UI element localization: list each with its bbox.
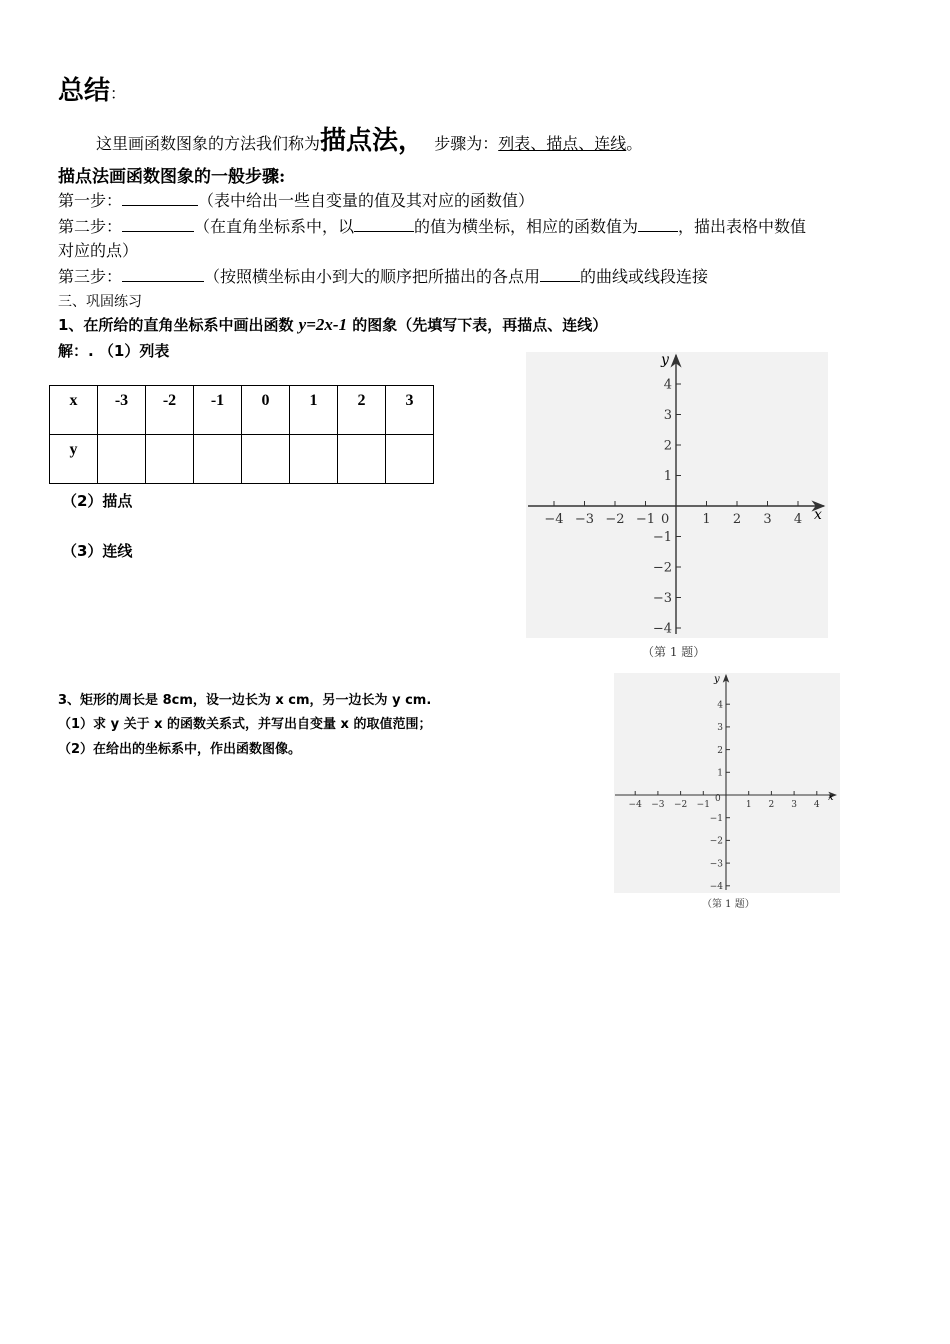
solution-label: 解：. （1）列表 [58, 342, 170, 360]
blank-6[interactable] [540, 265, 580, 282]
x-tick-label: 3 [763, 512, 772, 527]
table-input-cell[interactable] [194, 435, 242, 484]
part-3-label: （3）连线 [62, 542, 133, 560]
blank-1[interactable] [122, 189, 198, 206]
coordinate-grid-2[interactable] [614, 673, 840, 893]
y-tick-label: 3 [663, 408, 672, 424]
table-input-cell[interactable] [98, 435, 146, 484]
summary-title: 总结： [58, 76, 127, 106]
table-input-cell[interactable] [386, 435, 434, 484]
table-row-x [50, 386, 434, 435]
table-cell: -3 [98, 386, 146, 435]
y-tick-label: −3 [652, 591, 672, 607]
y-tick-label: 4 [663, 377, 672, 393]
question-1: 1、在所给的直角坐标系中画出函数 y=2x-1 的图象（先填写下表，再描点、连线） [58, 315, 608, 334]
y-tick-label: −1 [652, 530, 672, 546]
x-tick-label: 2 [732, 512, 742, 527]
graph-2-caption: （第 1 题） [702, 899, 755, 910]
y-axis-label: y [661, 352, 669, 368]
table-header-y: y [50, 435, 98, 484]
table-input-cell[interactable] [242, 435, 290, 484]
x-axis-label: x [828, 792, 834, 803]
y-tick-label: −4 [709, 881, 723, 892]
graph-1-caption: （第 1 题） [642, 645, 706, 659]
table-cell: 2 [338, 386, 386, 435]
y-tick-label: −1 [709, 813, 723, 824]
table-cell: -2 [146, 386, 194, 435]
table-input-cell[interactable] [290, 435, 338, 484]
x-tick-label: −2 [605, 512, 625, 527]
origin-label: 0 [715, 794, 721, 804]
x-tick-label: 4 [793, 512, 803, 527]
table-input-cell[interactable] [146, 435, 194, 484]
y-tick-label: −2 [652, 560, 672, 576]
method-name: 描点法， [320, 126, 425, 156]
x-tick-label: 4 [813, 800, 820, 810]
y-tick-label: 2 [663, 438, 672, 454]
steps-heading: 描点法画函数图象的一般步骤: [58, 167, 286, 187]
axes-svg-2 [614, 673, 840, 893]
y-tick-label: −2 [709, 836, 723, 847]
y-tick-label: 1 [717, 768, 723, 779]
part-2-label: （2）描点 [62, 492, 133, 510]
section-title: 三、巩固练习 [58, 294, 142, 310]
blank-4[interactable] [638, 215, 678, 232]
coordinate-grid-1[interactable] [526, 352, 828, 638]
x-tick-label: −1 [696, 800, 710, 810]
y-tick-label: 1 [663, 469, 672, 485]
x-tick-label: 1 [702, 512, 711, 527]
step-2-cont: 对应的点） [58, 241, 139, 260]
steps-summary: 列表、描点、连线 [498, 134, 627, 153]
question-3-line-1: 3、矩形的周长是 8cm，设一边长为 x cm，另一边长为 y cm. [58, 693, 432, 708]
step-3: 第三步： （按照横坐标由小到大的顺序把所描出的各点用 的曲线或线段连接 [58, 267, 709, 286]
table-input-cell[interactable] [338, 435, 386, 484]
x-tick-label: 2 [768, 800, 775, 810]
table-cell: 1 [290, 386, 338, 435]
function-expression: y=2x-1 [298, 315, 348, 334]
value-table [49, 385, 434, 484]
question-3-line-3: （2）在给出的坐标系中，作出函数图像。 [58, 742, 302, 757]
blank-3[interactable] [354, 215, 414, 232]
y-tick-label: −4 [652, 621, 672, 637]
x-tick-label: 1 [745, 800, 752, 810]
x-tick-label: −3 [651, 800, 665, 810]
table-cell: 0 [242, 386, 290, 435]
question-3-line-2: （1）求 y 关于 x 的函数关系式，并写出自变量 x 的取值范围； [58, 717, 432, 732]
y-tick-label: −3 [709, 859, 723, 870]
axes-svg-1 [526, 352, 828, 638]
x-tick-label: −4 [628, 800, 642, 810]
table-row-y [50, 435, 434, 484]
x-tick-label: −3 [574, 512, 595, 527]
table-header-x: x [50, 386, 98, 435]
x-tick-label: 3 [791, 800, 797, 810]
x-axis-label: x [814, 507, 822, 523]
intro-paragraph: 这里画函数图象的方法我们称为描点法， 步骤为：列表、描点、连线。 [96, 126, 643, 156]
x-tick-label: −1 [635, 512, 656, 527]
origin-label: 0 [661, 512, 670, 527]
y-tick-label: 3 [717, 723, 723, 734]
x-tick-label: −2 [673, 800, 688, 810]
y-axis-label: y [714, 674, 720, 685]
blank-2[interactable] [122, 215, 194, 232]
table-cell: -1 [194, 386, 242, 435]
table-cell: 3 [386, 386, 434, 435]
y-tick-label: 4 [717, 700, 723, 711]
step-2: 第二步： （在直角坐标系中，以 的值为横坐标，相应的函数值为 ，描出表格中数值 [58, 217, 807, 236]
y-tick-label: 2 [717, 745, 723, 756]
blank-5[interactable] [122, 265, 204, 282]
step-1: 第一步： （表中给出一些自变量的值及其对应的函数值） [58, 191, 535, 210]
x-tick-label: −4 [544, 512, 564, 527]
